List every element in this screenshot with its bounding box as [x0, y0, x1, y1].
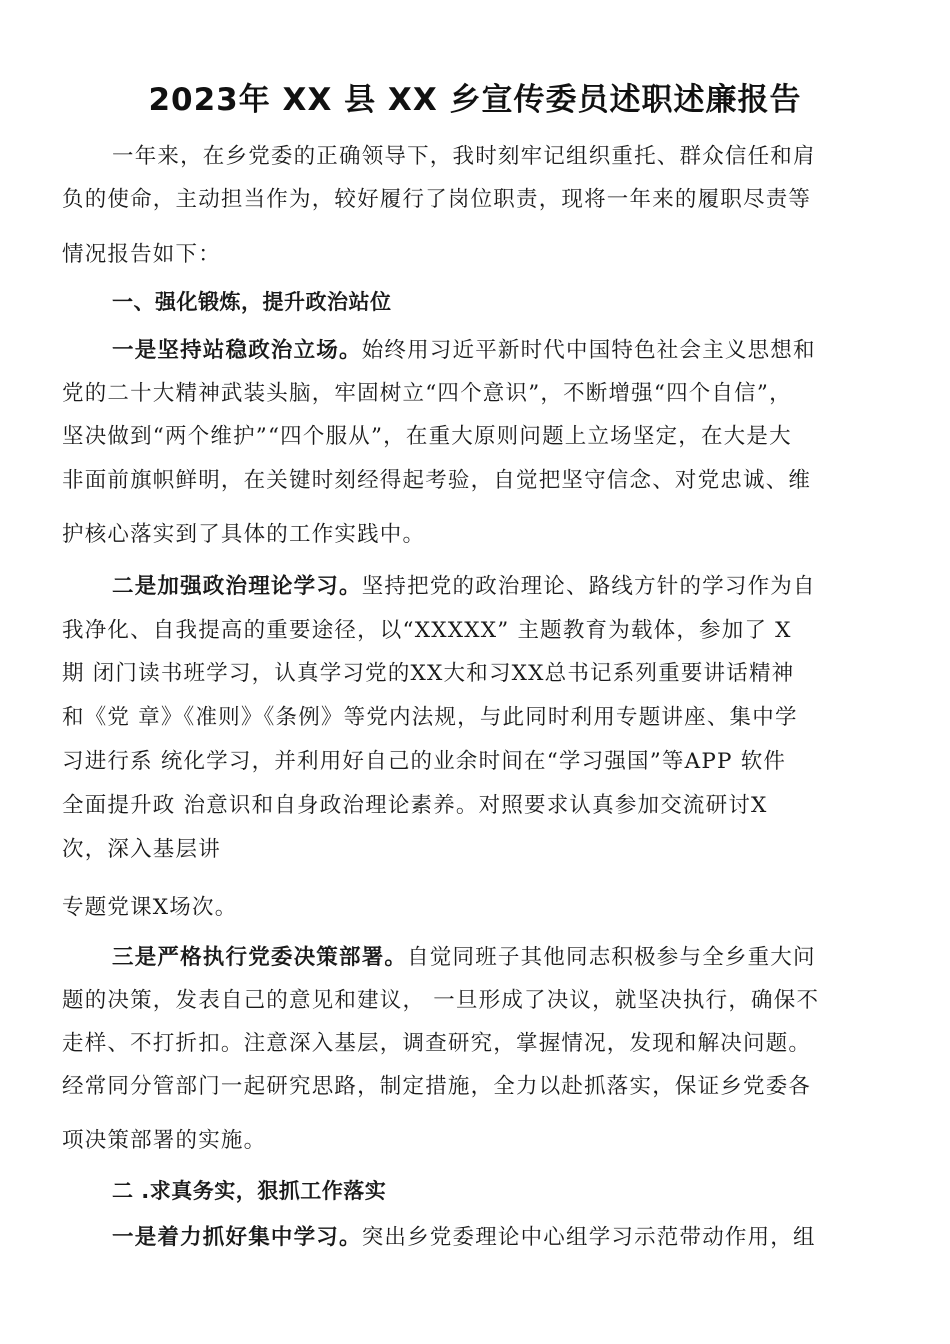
- paragraph-line: [112, 336, 816, 366]
- paragraph-line: 我净化、自我提高的重要途径，以“XXXXX” 主题教育为载体，参加了 X: [62, 618, 792, 643]
- paragraph-line: 期 闭门读书班学习，认真学习党的XX大和习XX总书记系列重要讲话精神: [62, 661, 795, 686]
- paragraph-lead: 一是着力抓好集中学习。: [112, 1225, 362, 1250]
- paragraph-line: 走样、不打折扣。注意深入基层，调查研究，掌握情况，发现和解决问题。: [62, 1031, 812, 1056]
- intro-line: 情况报告如下：: [62, 242, 221, 267]
- paragraph-line: 专题党课X场次。: [62, 895, 238, 920]
- paragraph-line: 护核心落实到了具体的工作实践中。: [62, 522, 426, 547]
- section-heading: 二 .求真务实，狠抓工作落实: [112, 1179, 387, 1203]
- paragraph-line: 题的决策，发表自己的意见和建议， 一旦形成了决议，就坚决执行，确保不: [62, 988, 820, 1013]
- paragraph-line: [112, 943, 816, 973]
- paragraph-line: 非面前旗帜鲜明，在关键时刻经得起考验，自觉把坚守信念、对党忠诚、维: [62, 468, 812, 493]
- paragraph-line: 次，深入基层讲: [62, 837, 221, 862]
- paragraph-lead: 二是加强政治理论学习。: [112, 574, 362, 599]
- paragraph-text: 始终用习近平新时代中国特色社会主义思想和: [361, 338, 816, 363]
- paragraph-line: 全面提升政 治意识和自身政治理论素养。对照要求认真参加交流研讨X: [62, 793, 768, 818]
- paragraph-text: 自觉同班子其他同志积极参与全乡重大问: [407, 945, 816, 970]
- paragraph-line: 习进行系 统化学习，并利用好自己的业余时间在“学习强国”等APP 软件: [62, 749, 787, 774]
- paragraph-text: 突出乡党委理论中心组学习示范带动作用，组: [361, 1225, 816, 1250]
- paragraph-line: [112, 572, 816, 602]
- paragraph-lead: 三是严格执行党委决策部署。: [112, 945, 408, 970]
- paragraph-line: [112, 1223, 816, 1253]
- paragraph-line: 和《党 章》《准则》《条例》等党内法规，与此同时利用专题讲座、集中学: [62, 705, 798, 730]
- paragraph-lead: 一是坚持站稳政治立场。: [112, 338, 362, 363]
- paragraph-line: 项决策部署的实施。: [62, 1128, 267, 1153]
- section-heading: 一、强化锻炼，提升政治站位: [112, 290, 392, 314]
- intro-line: 一年来，在乡党委的正确领导下，我时刻牢记组织重托、群众信任和肩: [112, 144, 816, 169]
- paragraph-line: 党的二十大精神武装头脑，牢固树立“四个意识”，不断增强“四个自信”，: [62, 381, 792, 406]
- intro-line: 负的使命，主动担当作为，较好履行了岗位职责，现将一年来的履职尽责等: [62, 187, 812, 212]
- paragraph-text: 坚持把党的政治理论、路线方针的学习作为自: [361, 574, 816, 599]
- paragraph-line: 坚决做到“两个维护”“四个服从”，在重大原则问题上立场坚定，在大是大: [62, 424, 792, 449]
- paragraph-line: 经常同分管部门一起研究思路，制定措施，全力以赴抓落实，保证乡党委各: [62, 1074, 812, 1099]
- document-title: 2023年 XX 县 XX 乡宣传委员述职述廉报告: [148, 82, 802, 118]
